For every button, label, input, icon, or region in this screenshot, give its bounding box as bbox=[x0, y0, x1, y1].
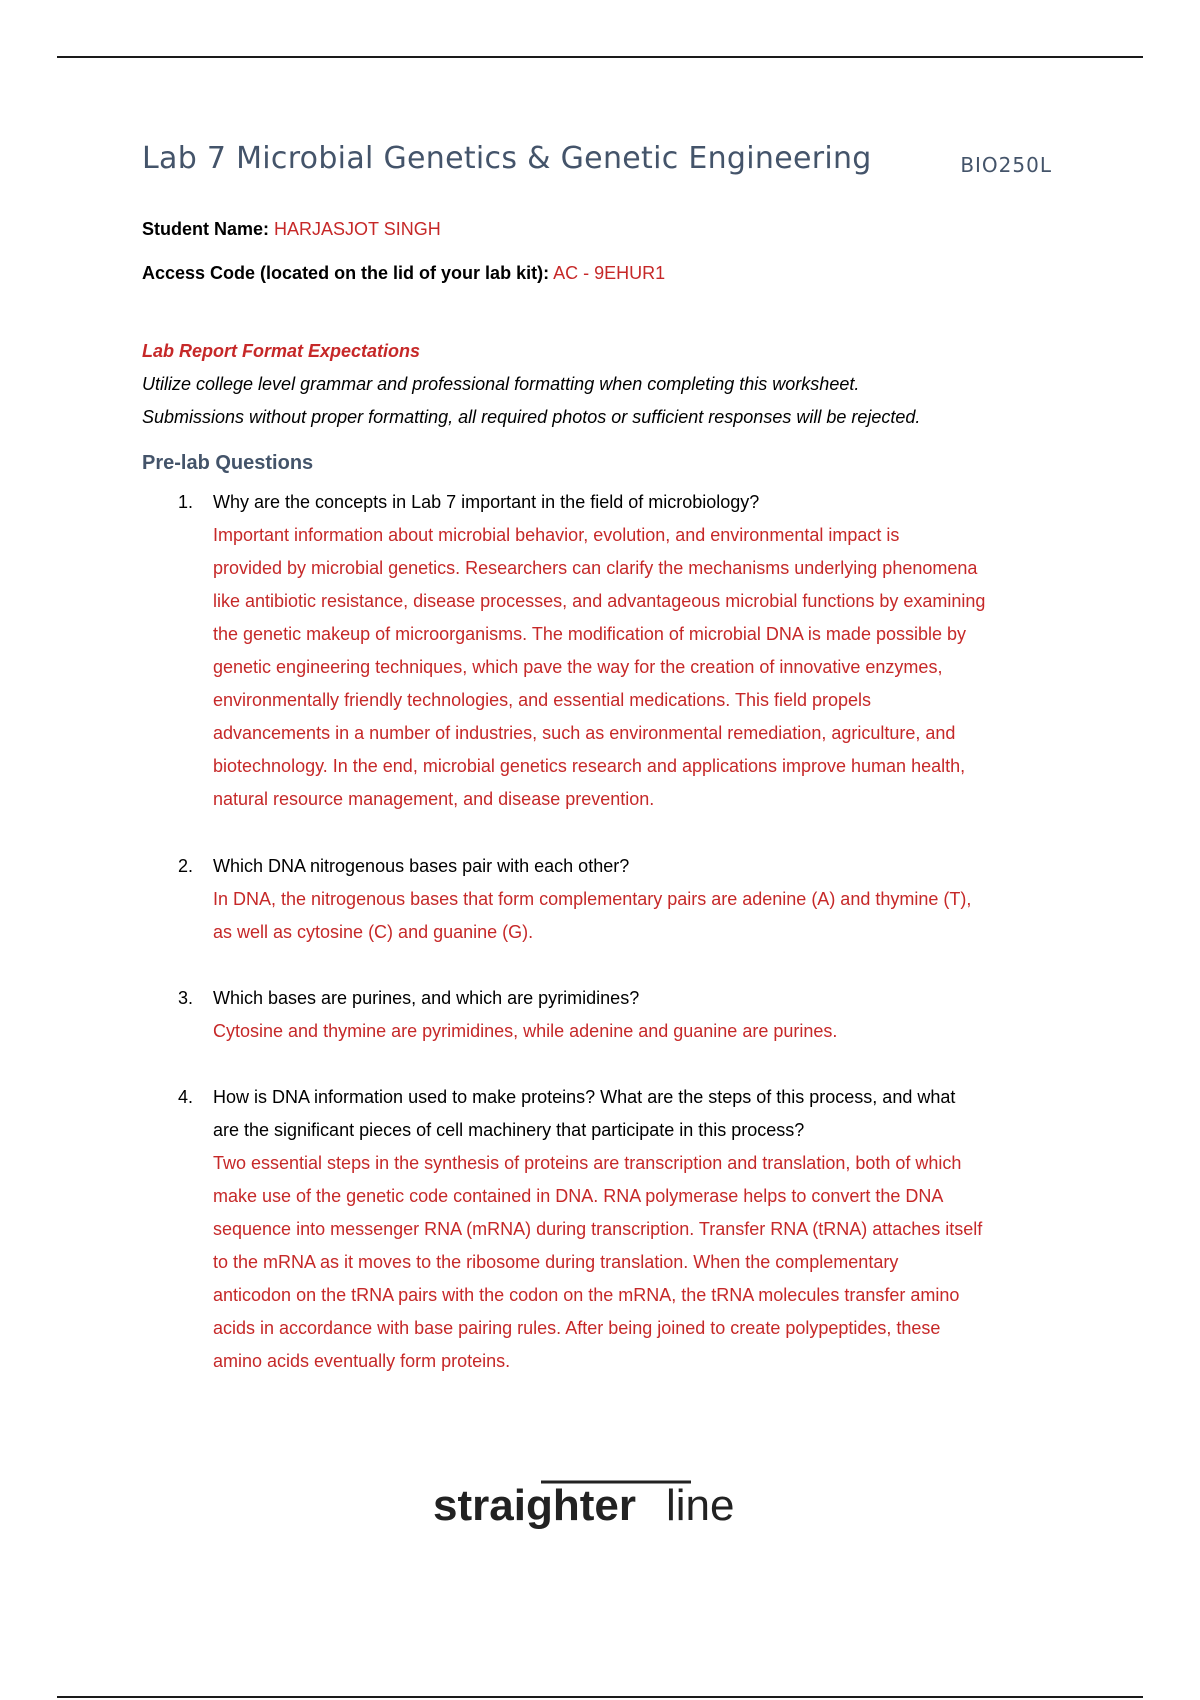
logo-text-light: line bbox=[666, 1481, 735, 1530]
question-text: are the significant pieces of cell machinery that participate in this process? bbox=[213, 1120, 805, 1140]
question-number: 4. bbox=[178, 1087, 194, 1107]
access-code-field bbox=[142, 263, 665, 284]
answer-line: anticodon on the tRNA pairs with the codon on the mRNA, the tRNA molecules transfer amino bbox=[213, 1285, 960, 1305]
straighterline-logo bbox=[433, 1476, 763, 1536]
top-divider bbox=[57, 56, 1143, 58]
student-name-label: Student Name: bbox=[142, 219, 270, 239]
question-text: Which DNA nitrogenous bases pair with each other? bbox=[213, 856, 630, 876]
question-number: 3. bbox=[178, 988, 194, 1008]
format-expectation-line: Submissions without proper formatting, all required photos or sufficient responses will be rejected. bbox=[142, 407, 921, 427]
question-number: 1. bbox=[178, 492, 194, 512]
student-name-value: HARJASJOT SINGH bbox=[274, 219, 441, 239]
answer-line: provided by microbial genetics. Researchers can clarify the mechanisms underlying phenomena bbox=[213, 558, 978, 578]
question-text: Which bases are purines, and which are pyrimidines? bbox=[213, 988, 640, 1008]
answer-line: genetic engineering techniques, which pave the way for the creation of innovative enzymes, bbox=[213, 657, 943, 677]
page-title: Lab 7 Microbial Genetics & Genetic Engineering bbox=[142, 141, 872, 176]
answer-line: Important information about microbial behavior, evolution, and environmental impact is bbox=[213, 525, 900, 545]
logo-text-bold: straighter bbox=[433, 1481, 636, 1530]
question-text: How is DNA information used to make proteins? What are the steps of this process, and what bbox=[213, 1087, 956, 1107]
logo-graphic bbox=[433, 1476, 763, 1536]
answer-line: natural resource management, and disease prevention. bbox=[213, 789, 655, 809]
access-code-value: AC - 9EHUR1 bbox=[553, 263, 666, 283]
student-name-field bbox=[142, 219, 441, 240]
answer-line: like antibiotic resistance, disease processes, and advantageous microbial functions by examining bbox=[213, 591, 986, 611]
answer-line: In DNA, the nitrogenous bases that form complementary pairs are adenine (A) and thymine (T), bbox=[213, 889, 972, 909]
answer-line: environmentally friendly technologies, and essential medications. This field propels bbox=[213, 690, 872, 710]
format-expectation-line: Utilize college level grammar and professional formatting when completing this worksheet. bbox=[142, 374, 860, 394]
question-number: 2. bbox=[178, 856, 194, 876]
format-expectations-heading: Lab Report Format Expectations bbox=[142, 341, 421, 361]
page-header bbox=[142, 141, 1052, 191]
question-text: Why are the concepts in Lab 7 important in the field of microbiology? bbox=[213, 492, 760, 512]
answer-line: amino acids eventually form proteins. bbox=[213, 1351, 511, 1371]
answer-line: the genetic makeup of microorganisms. The modification of microbial DNA is made possible by bbox=[213, 624, 967, 644]
answer-line: Cytosine and thymine are pyrimidines, while adenine and guanine are purines. bbox=[213, 1021, 838, 1041]
answer-line: Two essential steps in the synthesis of proteins are transcription and translation, both of which bbox=[213, 1153, 962, 1173]
access-code-label: Access Code (located on the lid of your lab kit): bbox=[142, 263, 550, 283]
bottom-divider bbox=[57, 1696, 1143, 1698]
prelab-heading: Pre-lab Questions bbox=[142, 452, 314, 474]
answer-line: acids in accordance with base pairing rules. After being joined to create polypeptides, these bbox=[213, 1318, 941, 1338]
answer-line: biotechnology. In the end, microbial genetics research and applications improve human health, bbox=[213, 756, 966, 776]
answer-line: to the mRNA as it moves to the ribosome during translation. When the complementary bbox=[213, 1252, 899, 1272]
answer-line: sequence into messenger RNA (mRNA) during transcription. Transfer RNA (tRNA) attaches itself bbox=[213, 1219, 983, 1239]
answer-line: advancements in a number of industries, such as environmental remediation, agriculture, and bbox=[213, 723, 956, 743]
course-code: BIO250L bbox=[960, 153, 1052, 177]
answer-line: make use of the genetic code contained in DNA. RNA polymerase helps to convert the DNA bbox=[213, 1186, 944, 1206]
answer-line: as well as cytosine (C) and guanine (G). bbox=[213, 922, 534, 942]
